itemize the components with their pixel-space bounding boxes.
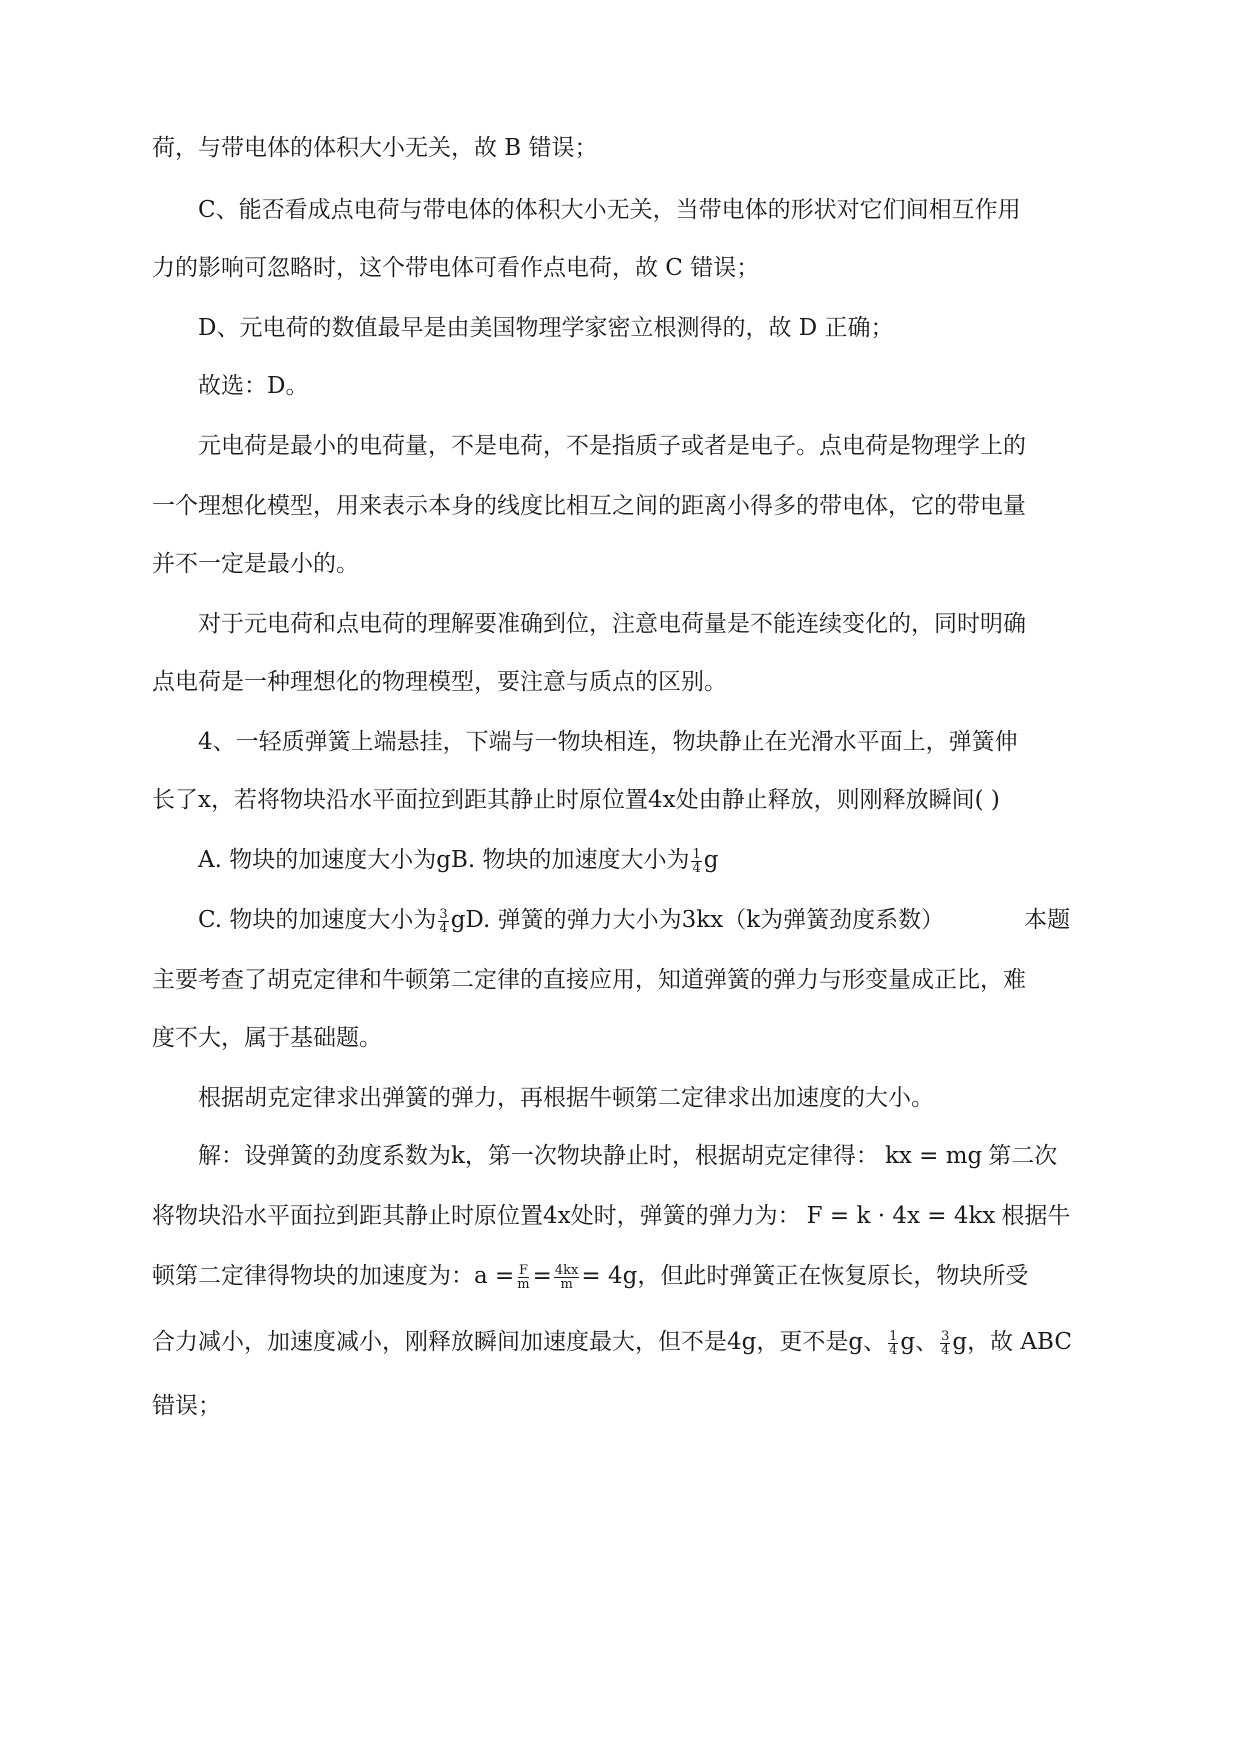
fraction: $\frac{4kx}{m}$ <box>554 1262 579 1292</box>
option-text: gD. 弹簧的弹力大小为3kx（k为弹簧劲度系数） <box>450 907 945 933</box>
solution-text: 顿第二定律得物块的加速度为： <box>152 1263 474 1289</box>
solution-text: 解：设弹簧的劲度系数为k，第一次物块静止时，根据胡克定律得： <box>198 1143 879 1169</box>
fraction: $\frac{3}{4}$ <box>941 1328 950 1358</box>
paragraph-line: 一个理想化模型，用来表示本身的线度比相互之间的距离小得多的带电体，它的带电量 <box>152 493 1026 519</box>
option-line <box>198 905 1092 935</box>
paragraph-line: 度不大，属于基础题。 <box>152 1025 382 1051</box>
solution-line <box>152 1327 1092 1357</box>
paragraph-line: 根据胡克定律求出弹簧的弹力，再根据牛顿第二定律求出加速度的大小。 <box>198 1085 934 1111</box>
solution-text: g，故 ABC <box>952 1329 1072 1355</box>
paragraph-line: 元电荷是最小的电荷量，不是电荷，不是指质子或者是电子。点电荷是物理学上的 <box>198 433 1026 459</box>
fraction: $\frac{F}{m}$ <box>517 1262 530 1292</box>
question-line: 长了x，若将物块沿水平面拉到距其静止时原位置4x处由静止释放，则刚释放瞬间( ) <box>152 787 1000 813</box>
equation: a = <box>474 1263 515 1289</box>
solution-line <box>152 1261 1092 1291</box>
equation: kx = mg <box>884 1143 983 1169</box>
paragraph-line: 力的影响可忽略时，这个带电体可看作点电荷，故 C 错误； <box>152 255 760 281</box>
solution-line <box>198 1141 1092 1171</box>
question-line: 4、一轻质弹簧上端悬挂，下端与一物块相连，物块静止在光滑水平面上，弹簧伸 <box>198 729 1018 755</box>
paragraph-line: 并不一定是最小的。 <box>152 551 359 577</box>
solution-line <box>152 1201 1092 1231</box>
equation: F = k · 4x = 4kx <box>806 1203 996 1229</box>
fraction: $\frac{3}{4}$ <box>439 906 448 936</box>
solution-text: 将物块沿水平面拉到距其静止时原位置4x处时，弹簧的弹力为： <box>152 1203 801 1229</box>
paragraph-line: 点电荷是一种理想化的物理模型，要注意与质点的区别。 <box>152 669 727 695</box>
fraction: $\frac{1}{4}$ <box>889 1328 898 1358</box>
paragraph-line: 主要考查了胡克定律和牛顿第二定律的直接应用，知道弹簧的弹力与形变量成正比，难 <box>152 967 1026 993</box>
paragraph-line: 故选：D。 <box>198 373 309 399</box>
paragraph-line: 荷，与带电体的体积大小无关，故 B 错误； <box>152 135 598 161</box>
equation: = <box>532 1263 552 1289</box>
paragraph-line: 对于元电荷和点电荷的理解要准确到位，注意电荷量是不能连续变化的，同时明确 <box>198 611 1026 637</box>
solution-text: 根据牛 <box>1001 1203 1071 1229</box>
option-text: g <box>703 847 719 873</box>
fraction: $\frac{1}{4}$ <box>692 846 701 876</box>
solution-text: = 4g，但此时弹簧正在恢复原长，物块所受 <box>581 1263 1029 1289</box>
solution-text: g、 <box>900 1329 939 1355</box>
solution-text: 合力减小，加速度减小，刚释放瞬间加速度最大，但不是4g，更不是g、 <box>152 1329 887 1355</box>
option-line <box>198 845 1092 875</box>
solution-text: 第二次 <box>988 1143 1058 1169</box>
option-text: C. 物块的加速度大小为 <box>198 907 437 933</box>
analysis-text: 本题 <box>1024 907 1071 933</box>
paragraph-line: C、能否看成点电荷与带电体的体积大小无关，当带电体的形状对它们间相互作用 <box>198 197 1021 223</box>
paragraph-line: D、元电荷的数值最早是由美国物理学家密立根测得的，故 D 正确； <box>198 315 894 341</box>
option-text: A. 物块的加速度大小为gB. 物块的加速度大小为 <box>198 847 690 873</box>
paragraph-line: 错误； <box>152 1393 221 1419</box>
